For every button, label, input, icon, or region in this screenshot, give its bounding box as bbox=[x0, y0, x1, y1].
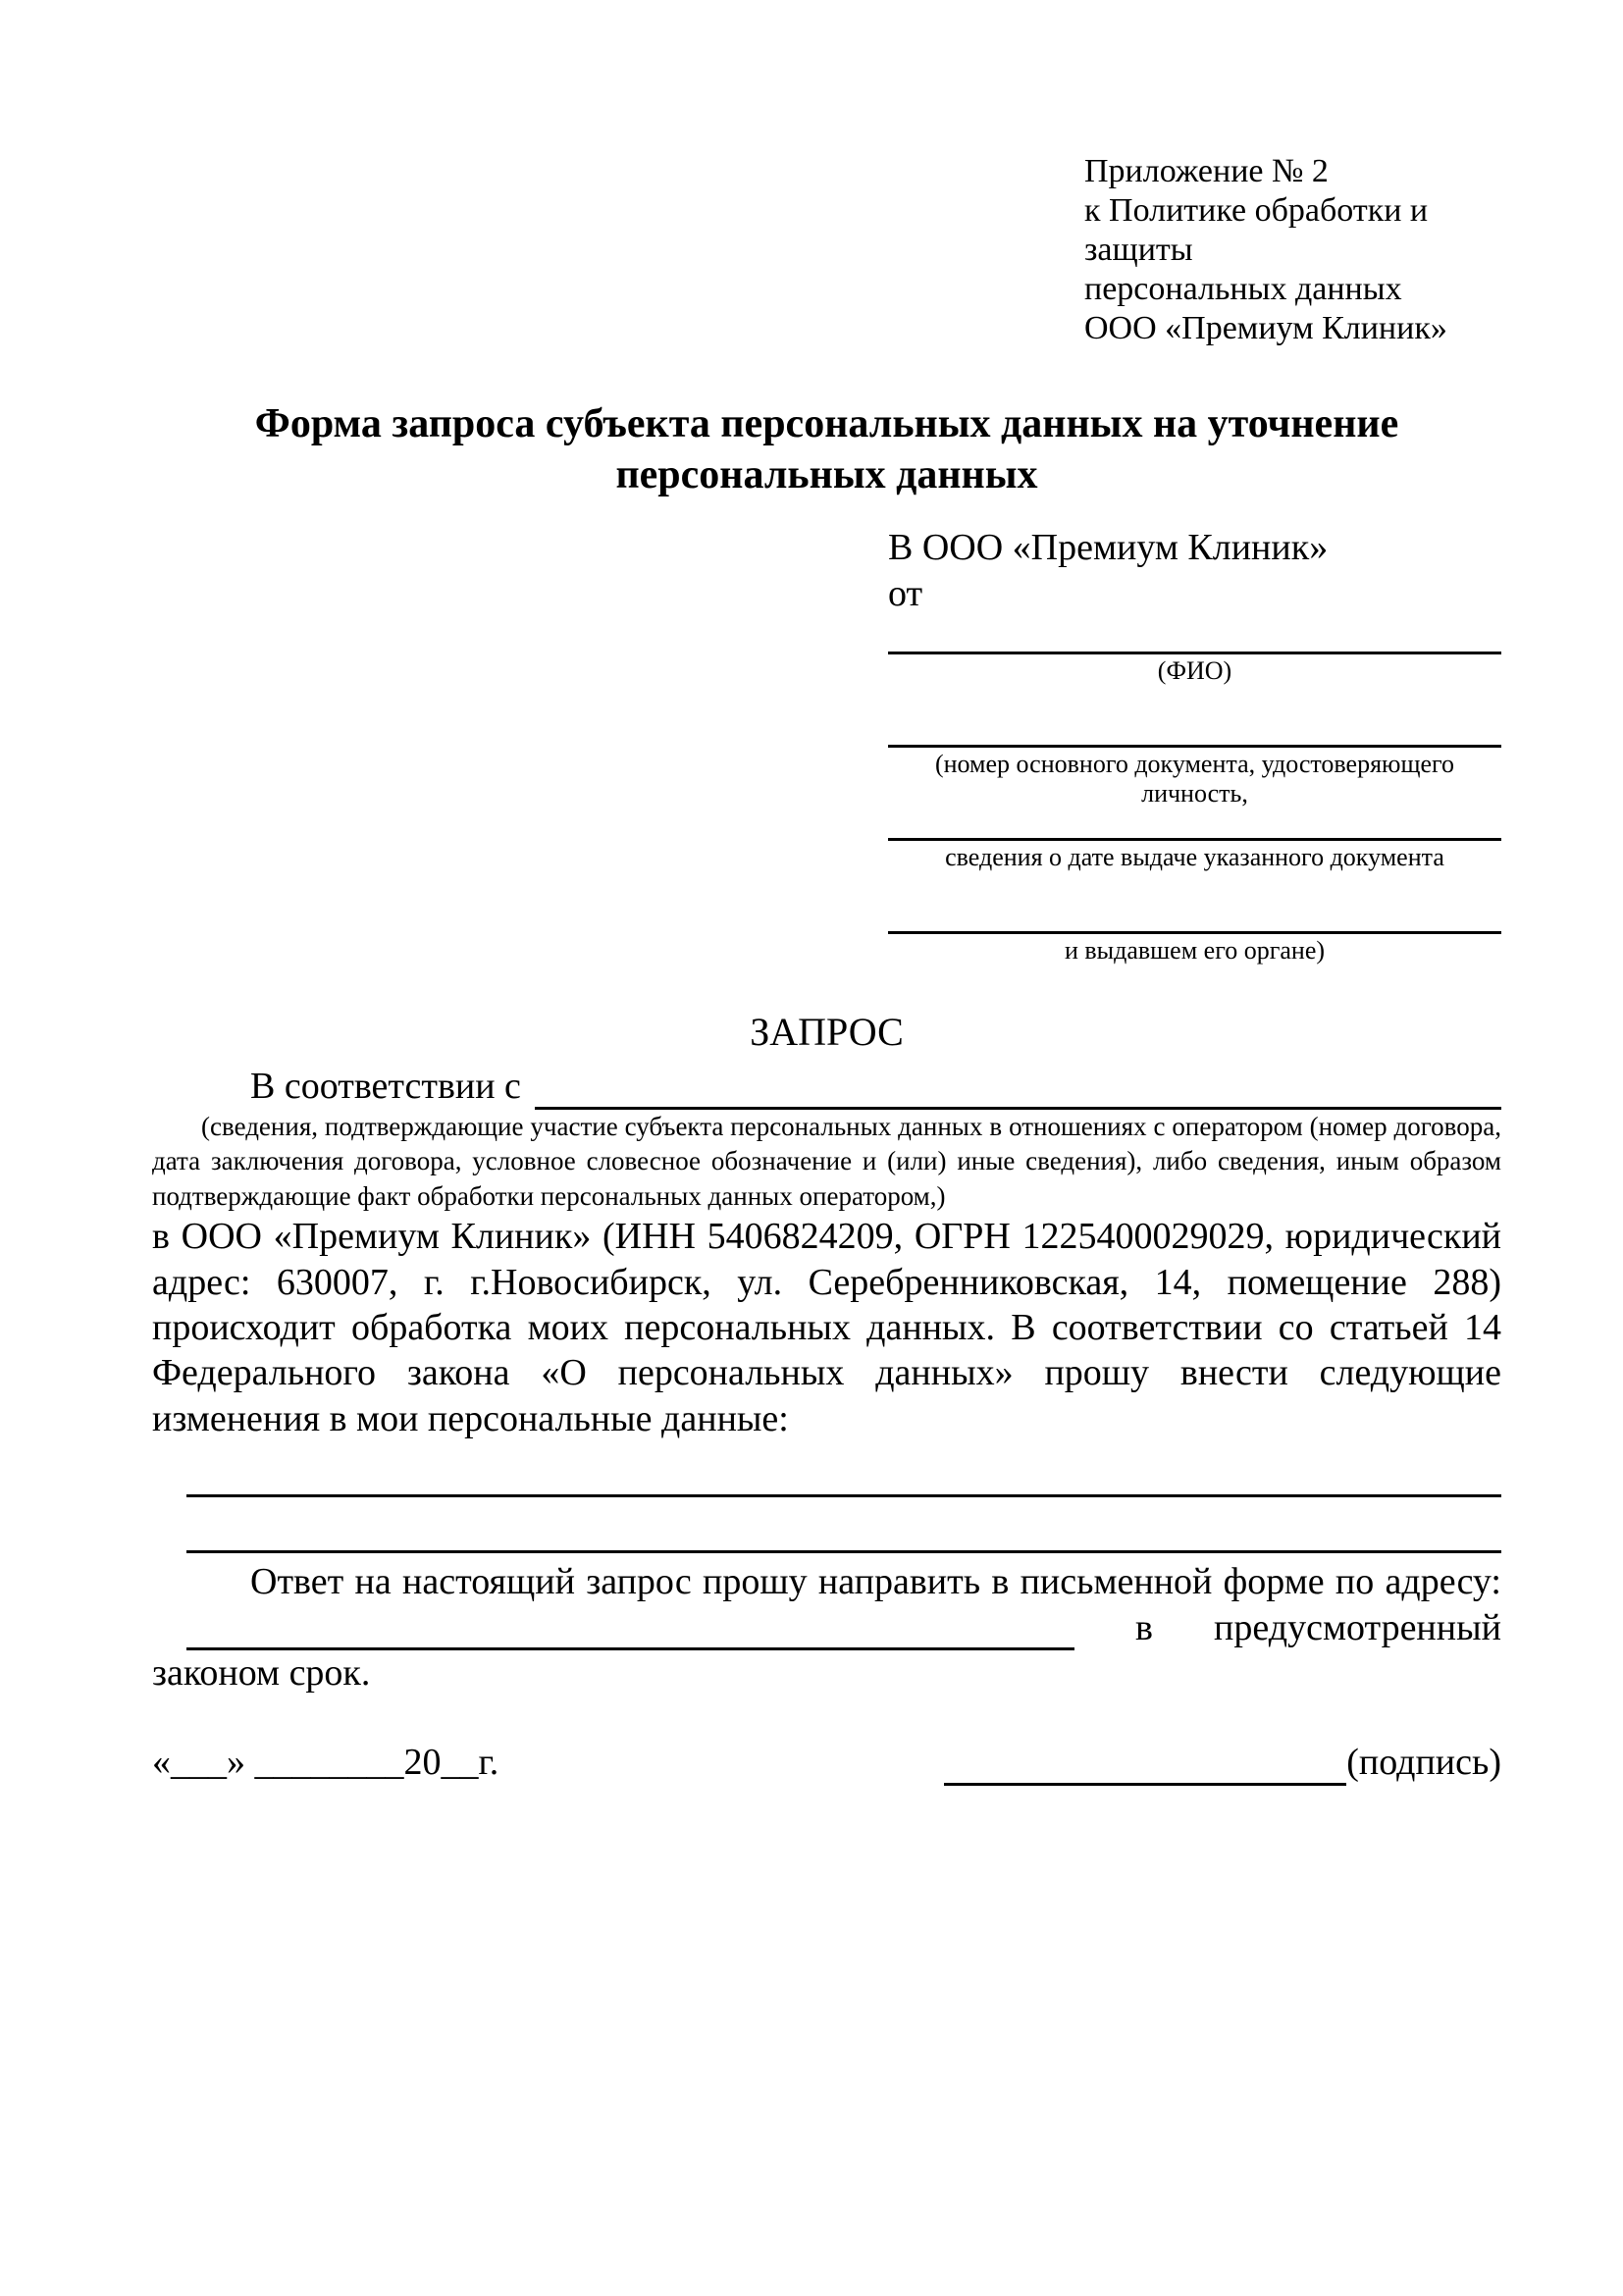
accordance-line bbox=[152, 1065, 1501, 1110]
operator-relation-note: (сведения, подтверждающие участие субъекта персональных данных в отношениях с оператором (номер договора, дата заключения договора, условное словесное обозначение и (или) иные сведения), либо сведения, иным образом подтверждающие факт обработки персональных данных оператором,) bbox=[152, 1111, 1501, 1211]
issuing-authority-field bbox=[888, 898, 1501, 991]
fio-field bbox=[888, 618, 1501, 711]
document-number-blank-line bbox=[888, 711, 1501, 748]
issue-date-caption: сведения о дате выдаче указанного документа bbox=[945, 842, 1444, 871]
accordance-prefix: В соответствии с bbox=[250, 1065, 521, 1107]
reply-word-v: в bbox=[1135, 1606, 1153, 1648]
request-body-paragraph: в ООО «Премиум Клиник» (ИНН 5406824209, ОГРН 1225400029029, юридический адрес: 630007, г. г.Новосибирск, ул. Серебренниковская, 14, помещение 288) происходит обработка моих персональных данных. В соответствии со статьей 14 Федерального закона «О персональных данных» прошу внести следующие изменения в мои персональные данные: bbox=[152, 1216, 1501, 1439]
reply-address-line bbox=[186, 1605, 1501, 1650]
issue-date-field bbox=[888, 805, 1501, 898]
signature-group bbox=[944, 1741, 1501, 1786]
appendix-line-3: персональных данных bbox=[1084, 271, 1402, 308]
form-title: Форма запроса субъекта персональных данных на уточнение персональных данных bbox=[254, 400, 1399, 498]
signature-blank-line bbox=[944, 1741, 1346, 1786]
request-heading: ЗАПРОС bbox=[750, 1009, 904, 1054]
date-signature-row bbox=[152, 1741, 1501, 1786]
appendix-line-1: Приложение № 2 bbox=[1084, 153, 1329, 189]
date-blank: «___» ________20__г. bbox=[152, 1742, 499, 1784]
addressee-from-label: от bbox=[888, 573, 923, 615]
addressee-organization: В ООО «Премиум Клиник» bbox=[888, 526, 1329, 568]
issuing-authority-caption: и выдавшем его органе) bbox=[1064, 935, 1326, 965]
appendix-line-2: к Политике обработки и защиты bbox=[1084, 192, 1429, 269]
document-number-caption: (номер основного документа, удостоверяющего личность, bbox=[934, 749, 1455, 808]
issue-date-blank-line bbox=[888, 805, 1501, 841]
fio-caption: (ФИО) bbox=[1157, 655, 1232, 685]
document-number-field bbox=[888, 711, 1501, 808]
appendix-line-4: ООО «Премиум Клиник» bbox=[1084, 310, 1447, 347]
appendix-block bbox=[1084, 152, 1501, 349]
reply-word-predusmotrenny: предусмотренный bbox=[1214, 1606, 1501, 1648]
issuing-authority-blank-line bbox=[888, 898, 1501, 934]
changes-blank-line-2 bbox=[186, 1497, 1501, 1553]
reply-address-sentence: Ответ на настоящий запрос прошу направить в письменной форме по адресу: bbox=[250, 1561, 1501, 1603]
reply-address-blank-line bbox=[186, 1605, 1074, 1650]
addressee-block bbox=[888, 527, 1501, 991]
signature-caption: (подпись) bbox=[1346, 1742, 1501, 1784]
accordance-blank-line bbox=[535, 1065, 1501, 1110]
changes-blank-line-1 bbox=[186, 1441, 1501, 1497]
reply-term-text: законом срок. bbox=[152, 1651, 371, 1694]
fio-blank-line bbox=[888, 618, 1501, 654]
